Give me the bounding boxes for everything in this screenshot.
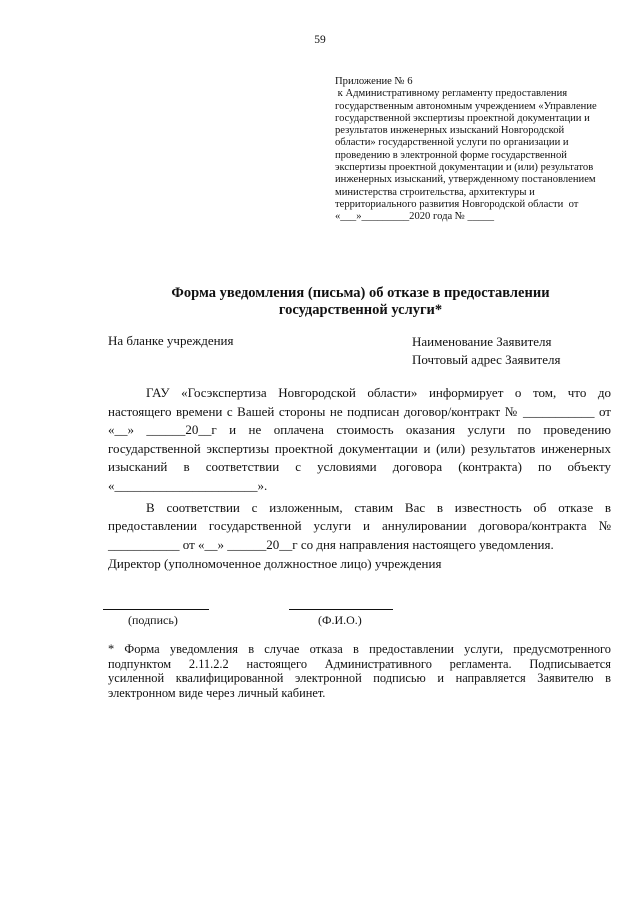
appendix-line: государственным автономным учреждением «Управление: [335, 100, 597, 112]
paragraph-line: предоставлении государственной услуги и аннулировании договора/контракта №: [108, 518, 611, 534]
footnote-line: усиленной квалифицированной электронной подписью и направляется Заявителю в: [108, 671, 611, 686]
paragraph-line: настоящего времени с Вашей стороны не подписан договор/контракт № ___________ от: [108, 403, 611, 419]
paragraph-line: ___________ от «__» ______20__г со дня направления настоящего уведомления.: [108, 536, 554, 552]
paragraph-refusal-reason: [108, 384, 611, 496]
appendix-block: [335, 76, 605, 224]
footnote-line: подпунктом 2.11.2.2 настоящего Административного регламента. Подписывается: [108, 656, 611, 671]
recipient-block: [412, 333, 560, 369]
letter-body: [108, 384, 611, 557]
paragraph-line: изысканий в соответствии с условиями договора (контракта) по объекту: [108, 459, 611, 475]
signature-caption: (подпись): [128, 613, 178, 627]
paragraph-line: «__» ______20__г и не оплачена стоимость оказания услуги по проведению: [108, 422, 611, 438]
document-title: [108, 285, 613, 319]
recipient-name: Наименование Заявителя: [412, 334, 552, 349]
footnote-line: электронном виде через личный кабинет.: [108, 685, 326, 700]
paragraph-line: В соответствии с изложенным, ставим Вас в известность об отказе в: [146, 499, 611, 515]
appendix-line: к Административному регламенту предоставления: [335, 88, 568, 100]
recipient-address: Почтовый адрес Заявителя: [412, 352, 561, 367]
letterhead-note: На бланке учреждения: [108, 333, 234, 348]
paragraph-line: ГАУ «Госэкспертиза Новгородской области» информирует о том, что до: [146, 385, 611, 400]
appendix-line: государственной экспертизы проектной документации и: [335, 112, 590, 124]
appendix-line: экспертизы проектной документации и (или) результатов: [335, 162, 594, 174]
page-number: 59: [314, 34, 326, 46]
appendix-line: территориального развития Новгородской области от: [335, 198, 579, 210]
appendix-line: инженерных изысканий, утвержденному постановлением: [335, 174, 596, 186]
paragraph-refusal-notice: [108, 499, 611, 555]
appendix-line: проведению в электронной форме государственной: [335, 149, 567, 161]
footnote: [108, 642, 611, 700]
appendix-line: министерства строительства, архитектуры и: [335, 186, 535, 198]
signature-line: [103, 609, 209, 610]
appendix-line: Приложение № 6: [335, 76, 413, 87]
paragraph-line: «______________________».: [108, 477, 268, 493]
title-line-2: государственной услуги*: [278, 302, 443, 318]
title-line-1: Форма уведомления (письма) об отказе в предоставлении: [171, 285, 550, 301]
appendix-line: области» государственной услуги по организации и: [335, 137, 569, 149]
name-caption: (Ф.И.О.): [318, 613, 362, 627]
footnote-line: * Форма уведомления в случае отказа в предоставлении услуги, предусмотренного: [108, 642, 611, 656]
appendix-line: «___»_________2020 года № _____: [335, 211, 495, 223]
name-line: [289, 609, 393, 610]
director-line: Директор (уполномоченное должностное лицо) учреждения: [108, 556, 442, 571]
paragraph-line: государственной экспертизы проектной документации и (или) результатов инженерных: [108, 440, 611, 456]
appendix-line: результатов инженерных изысканий Новгородской: [335, 125, 565, 137]
